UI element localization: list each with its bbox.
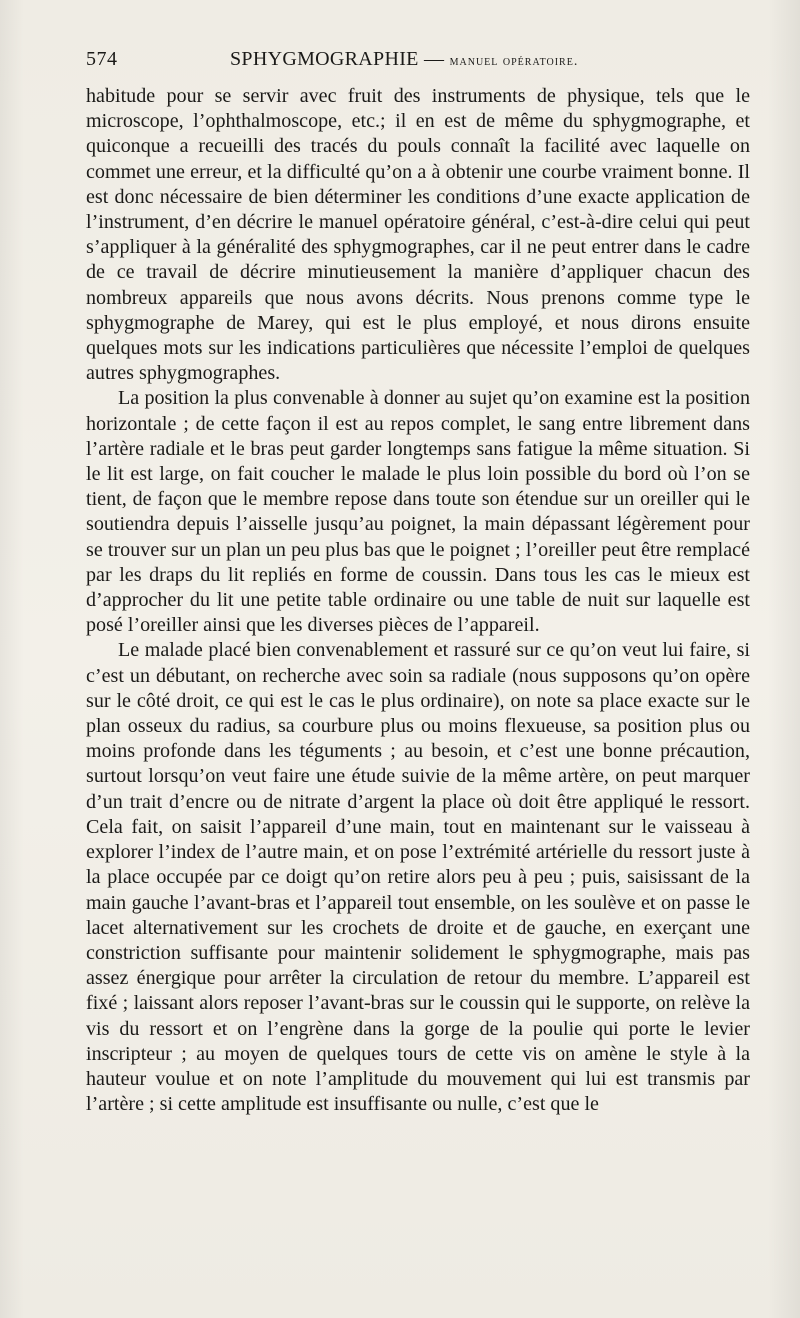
body-text (86, 84, 750, 1117)
paragraph-3: Le malade placé bien convenablement et rassuré sur ce qu’on veut lui faire, si c’est un débutant, on recherche avec soin sa radiale (nous supposons qu’on opère sur le côté droit, ce qui est le cas le plus ordinaire), on note sa place exacte sur le plan osseux du radius, sa courbure plus ou moins flexueuse, sa position plus ou moins profonde dans les téguments ; au besoin, et c’est une bonne précaution, surtout lorsqu’on veut faire une étude suivie de la même artère, on peut marquer d’un trait d’encre ou de nitrate d’argent la place où doit être appliqué le ressort. Cela fait, on saisit l’appareil d’une main, tout en maintenant sur le vaisseau à explorer l’index de l’autre main, et on pose l’extrémité artérielle du ressort juste à la place occupée par ce doigt qu’on retire alors peu à peu ; puis, saisissant de la main gauche l’avant-bras et l’appareil tout ensemble, on les soulève et on passe le lacet alternativement sur les crochets de droite et de gauche, en exerçant une constriction suffisante pour maintenir solidement le sphygmographe, mais pas assez énergique pour arrêter la circulation de retour du membre. L’appareil est fixé ; laissant alors reposer l’avant-bras sur le coussin qui le supporte, on relève la vis du ressort et on l’engrène dans la gorge de la poulie qui porte le levier inscripteur ; au moyen de quelques tours de cette vis on amène le style à la hauteur voulue et on note l’amplitude du mouvement qui lui est transmis par l’artère ; si cette amplitude est insuffisante ou nulle, c’est que le (86, 639, 750, 1116)
running-header (86, 46, 758, 76)
running-title-separator: — (424, 48, 445, 70)
running-title (230, 48, 578, 71)
running-title-main: SPHYGMOGRAPHIE (230, 48, 419, 70)
paragraph-2: La position la plus convenable à donner au sujet qu’on examine est la position horizontale ; de cette façon il est au repos complet, le sang entre librement dans l’artère radiale et le bras peut garder longtemps sans fatigue la même situation. Si le lit est large, on fait coucher le malade le plus loin possible du bord où l’on se tient, de façon que le membre repose dans toute son étendue sur un oreiller qui le soutiendra depuis l’aisselle jusqu’au poignet, la main dépassant légèrement pour se trouver sur un plan un peu plus bas que le poignet ; l’oreiller peut être remplacé par les draps du lit repliés en forme de coussin. Dans tous les cas le mieux est d’approcher du lit une petite table ordinaire ou une table de nuit sur laquelle est posé l’oreiller ainsi que les diverses pièces de l’appareil. (86, 387, 750, 637)
running-title-subtitle: manuel opératoire. (449, 54, 579, 69)
page-number: 574 (86, 48, 118, 70)
paragraph-1: habitude pour se servir avec fruit des instruments de physique, tels que le microscope, l’ophthalmoscope, etc.; il en est de même du sphygmographe, et quiconque a recueilli des tracés du pouls connaît la facilité avec laquelle on commet une erreur, et la difficulté qu’on a à obtenir une courbe vraiment bonne. Il est donc nécessaire de bien déterminer les conditions d’une exacte application de l’instrument, d’en décrire le manuel opératoire général, c’est-à-dire celui qui peut s’appliquer à la généralité des sphygmographes, car il ne peut entrer dans le cadre de ce travail de décrire minutieusement la manière d’appliquer chacun des nombreux appareils que nous avons décrits. Nous prenons comme type le sphygmographe de Marey, qui est le plus employé, et nous dirons ensuite quelques mots sur les indications particulières que nécessite l’emploi de quelques autres sphygmographes. (86, 85, 750, 385)
